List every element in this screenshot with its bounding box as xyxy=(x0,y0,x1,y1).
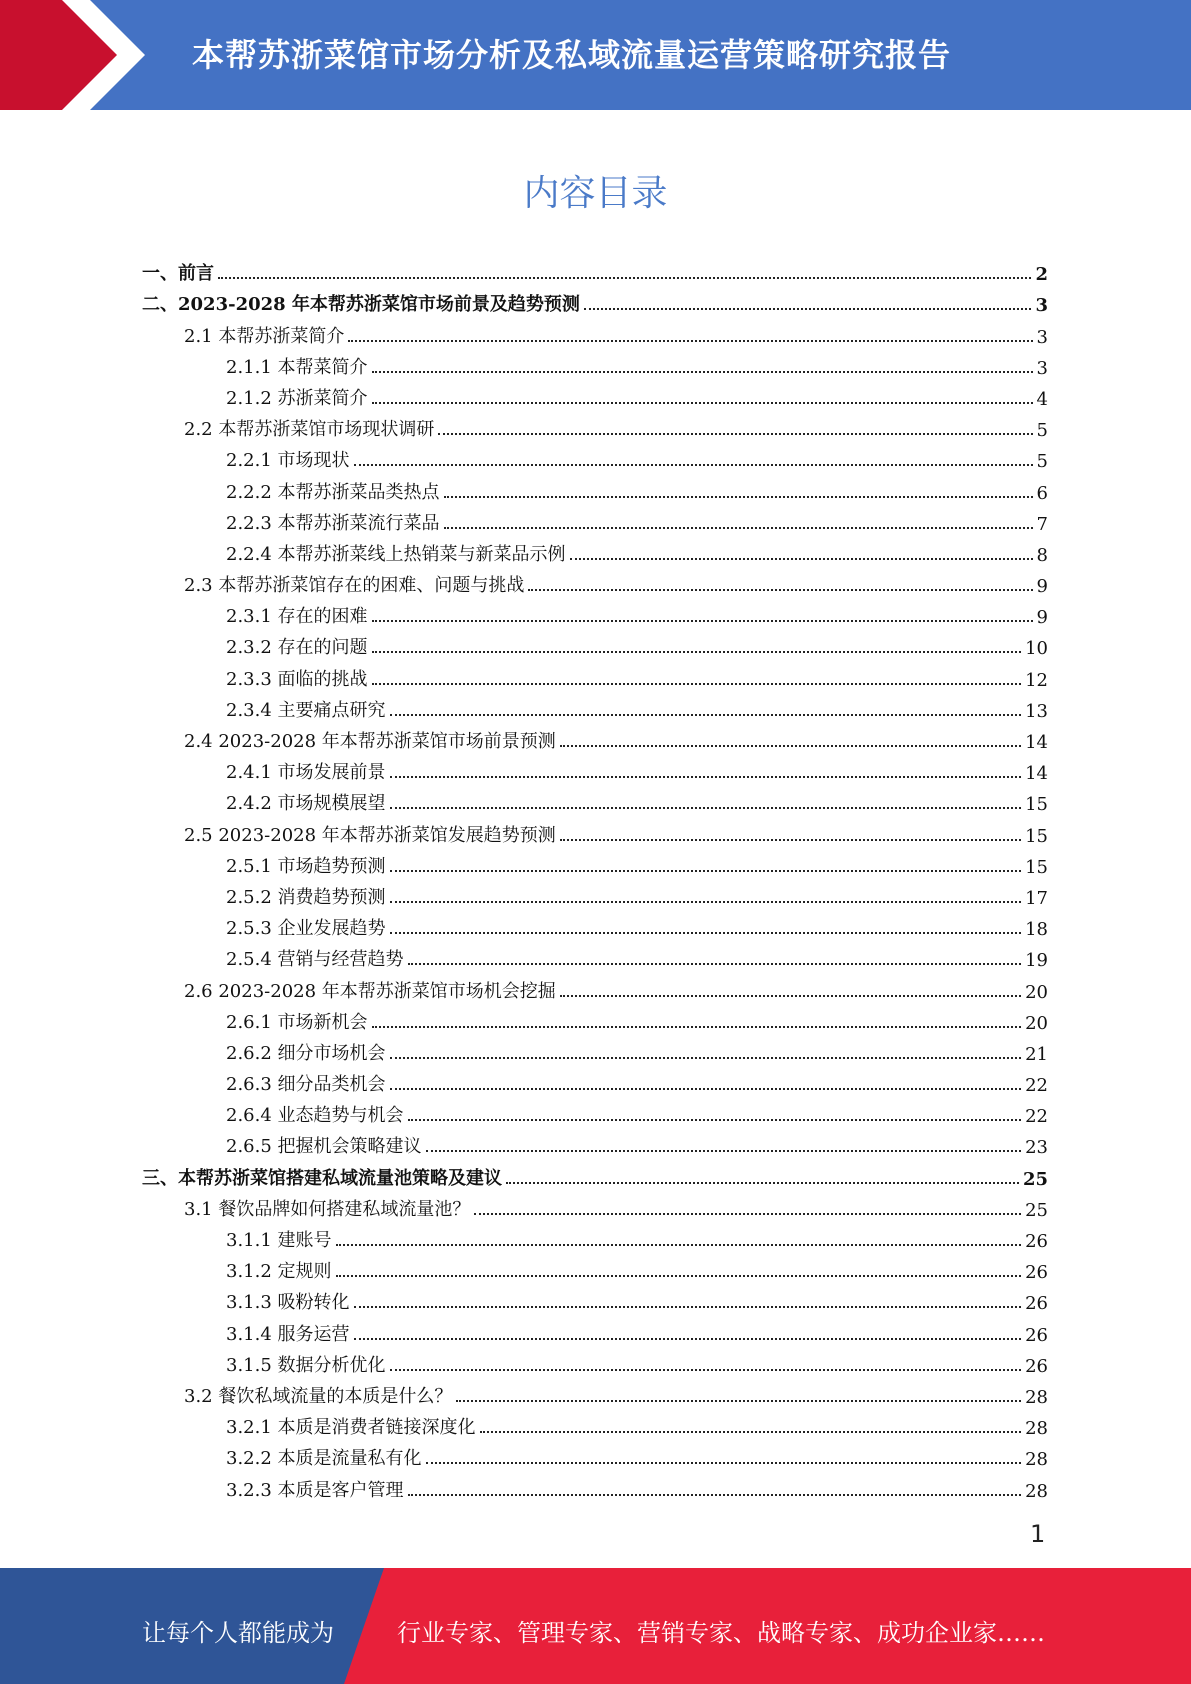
toc-dot-leader xyxy=(354,464,1033,466)
toc-entry[interactable] xyxy=(142,597,1048,628)
toc-entry[interactable] xyxy=(142,566,1048,597)
toc-entry-page: 25 xyxy=(1025,1199,1048,1221)
page-number: 1 xyxy=(1030,1520,1046,1548)
toc-entry-label: 2.2 本帮苏浙菜馆市场现状调研 xyxy=(184,419,435,441)
toc-dot-leader xyxy=(372,402,1033,404)
toc-entry-page: 26 xyxy=(1025,1355,1048,1377)
toc-entry-label: 3.1.4 服务运营 xyxy=(226,1323,350,1345)
toc-entry-page: 3 xyxy=(1036,357,1048,379)
toc-entry[interactable] xyxy=(142,379,1048,410)
toc-dot-leader xyxy=(218,277,1031,279)
toc-entry-label: 二、2023-2028 年本帮苏浙菜馆市场前景及趋势预测 xyxy=(142,294,580,316)
toc-entry[interactable] xyxy=(142,1314,1048,1345)
toc-entry-page: 15 xyxy=(1025,856,1048,878)
toc-dot-leader xyxy=(372,371,1033,373)
toc-entry-label: 2.5.3 企业发展趋势 xyxy=(226,918,386,940)
toc-entry-label: 2.5.2 消费趋势预测 xyxy=(226,886,386,908)
header-banner xyxy=(0,0,1191,110)
toc-entry[interactable] xyxy=(142,1003,1048,1034)
toc-entry[interactable] xyxy=(142,1065,1048,1096)
toc-entry[interactable] xyxy=(142,753,1048,784)
toc-entry-page: 12 xyxy=(1025,669,1048,691)
toc-entry-page: 20 xyxy=(1025,981,1048,1003)
toc-dot-leader xyxy=(390,901,1022,903)
toc-dot-leader xyxy=(570,558,1033,560)
toc-dot-leader xyxy=(480,1431,1022,1433)
toc-entry-label: 2.5 2023-2028 年本帮苏浙菜馆发展趋势预测 xyxy=(184,824,556,846)
toc-entry-page: 18 xyxy=(1025,919,1048,941)
toc-entry[interactable] xyxy=(142,316,1048,347)
toc-entry[interactable] xyxy=(142,1127,1048,1158)
toc-entry-page: 5 xyxy=(1036,451,1048,473)
toc-entry-label: 3.1.1 建账号 xyxy=(226,1230,332,1251)
toc-entry-label: 2.6.4 业态趋势与机会 xyxy=(226,1105,404,1127)
toc-entry-label: 3.1.2 定规则 xyxy=(226,1261,332,1283)
toc-entry-label: 3.2.1 本质是消费者链接深度化 xyxy=(226,1417,476,1439)
toc-dot-leader xyxy=(372,683,1022,685)
toc-dot-leader xyxy=(372,620,1033,622)
toc-entry-page: 20 xyxy=(1025,1012,1048,1034)
toc-dot-leader xyxy=(438,433,1032,435)
toc-entry-page: 25 xyxy=(1022,1168,1048,1190)
toc-entry-label: 2.3.2 存在的问题 xyxy=(226,637,368,659)
toc-entry-label: 三、本帮苏浙菜馆搭建私域流量池策略及建议 xyxy=(142,1167,502,1189)
toc-entry-label: 2.1.2 苏浙菜简介 xyxy=(226,387,368,409)
toc-dot-leader xyxy=(390,807,1022,809)
toc-dot-leader xyxy=(584,308,1032,310)
toc-entry[interactable] xyxy=(142,254,1048,285)
toc-entry-page: 6 xyxy=(1036,482,1048,504)
toc-entry[interactable] xyxy=(142,1346,1048,1377)
toc-entry-page: 8 xyxy=(1036,544,1048,566)
toc-entry-page: 26 xyxy=(1025,1293,1048,1315)
toc-entry[interactable] xyxy=(142,1221,1048,1252)
toc-entry-page: 2 xyxy=(1035,264,1048,286)
toc-dot-leader xyxy=(408,1494,1022,1496)
toc-entry-label: 2.4 2023-2028 年本帮苏浙菜馆市场前景预测 xyxy=(184,731,556,752)
toc-entry-label: 2.5.1 市场趋势预测 xyxy=(226,855,386,877)
toc-entry-label: 2.1 本帮苏浙菜简介 xyxy=(184,325,345,347)
toc-dot-leader xyxy=(372,651,1022,653)
report-title: 本帮苏浙菜馆市场分析及私域流量运营策略研究报告 xyxy=(192,36,952,74)
footer-slogan-right: 行业专家、管理专家、营销专家、战略专家、成功企业家…… xyxy=(397,1619,1045,1647)
toc-entry-page: 21 xyxy=(1025,1043,1048,1065)
toc-entry-page: 28 xyxy=(1025,1386,1048,1408)
toc-entry-label: 2.6.5 把握机会策略建议 xyxy=(226,1136,422,1158)
toc-dot-leader xyxy=(390,776,1022,778)
toc-dot-leader xyxy=(528,589,1032,591)
toc-entry[interactable] xyxy=(142,441,1048,472)
toc-entry-label: 2.2.2 本帮苏浙菜品类热点 xyxy=(226,481,440,503)
toc-dot-leader xyxy=(336,1275,1022,1277)
toc-entry[interactable] xyxy=(142,909,1048,940)
toc-entry[interactable] xyxy=(142,847,1048,878)
toc-entry-page: 22 xyxy=(1025,1106,1048,1128)
toc-entry-label: 2.5.4 营销与经营趋势 xyxy=(226,949,404,971)
toc-entry-label: 3.1 餐饮品牌如何搭建私域流量池？ xyxy=(184,1198,471,1220)
toc-entry-page: 22 xyxy=(1025,1075,1048,1097)
toc-dot-leader xyxy=(390,1088,1022,1090)
toc-entry-label: 2.3.1 存在的困难 xyxy=(226,606,368,628)
toc-entry-page: 15 xyxy=(1025,825,1048,847)
toc-entry[interactable] xyxy=(142,1034,1048,1065)
toc-entry[interactable] xyxy=(142,1252,1048,1283)
toc-dot-leader xyxy=(426,1462,1022,1464)
toc-dot-leader xyxy=(390,1057,1022,1059)
toc-entry-label: 2.2.3 本帮苏浙菜流行菜品 xyxy=(226,512,440,534)
toc-entry-label: 3.2 餐饮私域流量的本质是什么？ xyxy=(184,1385,453,1407)
toc-dot-leader xyxy=(336,1244,1022,1246)
toc-dot-leader xyxy=(372,1026,1022,1028)
toc-entry-page: 15 xyxy=(1025,794,1048,816)
toc-entry-page: 9 xyxy=(1036,607,1048,629)
toc-entry[interactable] xyxy=(142,285,1048,316)
toc-dot-leader xyxy=(560,995,1021,997)
toc-entry[interactable] xyxy=(142,628,1048,659)
toc-entry-page: 3 xyxy=(1036,326,1048,348)
toc-dot-leader xyxy=(426,1150,1022,1152)
toc-dot-leader xyxy=(390,714,1022,716)
toc-entry[interactable] xyxy=(142,971,1048,1002)
toc-entry[interactable] xyxy=(142,1408,1048,1439)
toc-entry[interactable] xyxy=(142,535,1048,566)
toc-entry[interactable] xyxy=(142,815,1048,846)
toc-entry[interactable] xyxy=(142,1096,1048,1127)
toc-entry-page: 23 xyxy=(1025,1137,1048,1159)
toc-entry-label: 2.3 本帮苏浙菜馆存在的困难、问题与挑战 xyxy=(184,575,525,597)
toc-entry-label: 2.6.3 细分品类机会 xyxy=(226,1074,386,1096)
toc-entry[interactable] xyxy=(142,1190,1048,1221)
toc-dot-leader xyxy=(354,1306,1022,1308)
toc-dot-leader xyxy=(390,932,1022,934)
toc-entry-label: 2.3.3 面临的挑战 xyxy=(226,668,368,690)
toc-entry[interactable] xyxy=(142,784,1048,815)
toc-entry[interactable] xyxy=(142,940,1048,971)
toc-title: 内容目录 xyxy=(523,173,668,214)
toc-entry-page: 26 xyxy=(1025,1324,1048,1346)
toc-entry[interactable] xyxy=(142,1283,1048,1314)
toc-entry-label: 2.3.4 主要痛点研究 xyxy=(226,699,386,721)
toc-entry-page: 13 xyxy=(1025,700,1048,722)
toc-dot-leader xyxy=(456,1400,1021,1402)
toc-entry-page: 26 xyxy=(1025,1231,1048,1252)
toc-entry-page: 10 xyxy=(1025,638,1048,660)
toc-dot-leader xyxy=(348,340,1032,342)
toc-entry-page: 19 xyxy=(1025,950,1048,972)
toc-entry-page: 28 xyxy=(1025,1418,1048,1440)
toc-entry[interactable] xyxy=(142,691,1048,722)
toc-entry-page: 28 xyxy=(1025,1449,1048,1471)
toc-entry-page: 4 xyxy=(1036,388,1048,410)
toc-entry-label: 2.6 2023-2028 年本帮苏浙菜馆市场机会挖掘 xyxy=(184,980,556,1002)
toc-entry[interactable] xyxy=(142,1439,1048,1470)
toc-entry[interactable] xyxy=(142,1470,1048,1501)
toc-entry[interactable] xyxy=(142,348,1048,379)
footer-banner xyxy=(0,1568,1191,1684)
toc-dot-leader xyxy=(474,1213,1021,1215)
footer-slogan-left: 让每个人都能成为 xyxy=(142,1619,334,1647)
toc-entry-label: 3.2.3 本质是客户管理 xyxy=(226,1479,404,1501)
toc-entry-label: 2.6.1 市场新机会 xyxy=(226,1011,368,1033)
toc-dot-leader xyxy=(444,527,1033,529)
toc-entry[interactable] xyxy=(142,659,1048,690)
toc-entry-page: 3 xyxy=(1035,295,1048,317)
table-of-contents xyxy=(142,254,1048,1502)
toc-dot-leader xyxy=(560,745,1021,747)
toc-entry-label: 2.2.1 市场现状 xyxy=(226,450,350,472)
toc-entry-label: 2.1.1 本帮菜简介 xyxy=(226,356,368,378)
toc-entry[interactable] xyxy=(142,878,1048,909)
toc-dot-leader xyxy=(390,870,1022,872)
toc-dot-leader xyxy=(390,1369,1022,1371)
toc-entry-label: 3.2.2 本质是流量私有化 xyxy=(226,1448,422,1470)
toc-entry[interactable] xyxy=(142,722,1048,753)
toc-dot-leader xyxy=(408,1119,1022,1121)
toc-entry[interactable] xyxy=(142,472,1048,503)
toc-entry[interactable] xyxy=(142,410,1048,441)
toc-entry[interactable] xyxy=(142,1158,1048,1189)
toc-dot-leader xyxy=(354,1338,1022,1340)
toc-dot-leader xyxy=(444,496,1033,498)
toc-dot-leader xyxy=(408,963,1022,965)
toc-dot-leader xyxy=(506,1182,1019,1184)
toc-entry[interactable] xyxy=(142,1377,1048,1408)
toc-entry-page: 14 xyxy=(1025,732,1048,753)
toc-entry-page: 26 xyxy=(1025,1262,1048,1284)
toc-entry-label: 一、前言 xyxy=(142,263,214,285)
toc-entry-label: 2.6.2 细分市场机会 xyxy=(226,1042,386,1064)
toc-entry-label: 2.4.2 市场规模展望 xyxy=(226,793,386,815)
toc-entry-label: 2.4.1 市场发展前景 xyxy=(226,762,386,784)
toc-entry-page: 28 xyxy=(1025,1480,1048,1502)
toc-entry-page: 9 xyxy=(1036,576,1048,598)
toc-entry-page: 14 xyxy=(1025,763,1048,785)
toc-entry-page: 5 xyxy=(1036,420,1048,442)
toc-entry-label: 3.1.5 数据分析优化 xyxy=(226,1354,386,1376)
toc-entry[interactable] xyxy=(142,504,1048,535)
toc-dot-leader xyxy=(560,839,1021,841)
toc-entry-page: 17 xyxy=(1025,887,1048,909)
toc-entry-label: 2.2.4 本帮苏浙菜线上热销菜与新菜品示例 xyxy=(226,543,566,565)
toc-entry-label: 3.1.3 吸粉转化 xyxy=(226,1292,350,1314)
toc-entry-page: 7 xyxy=(1036,513,1048,535)
